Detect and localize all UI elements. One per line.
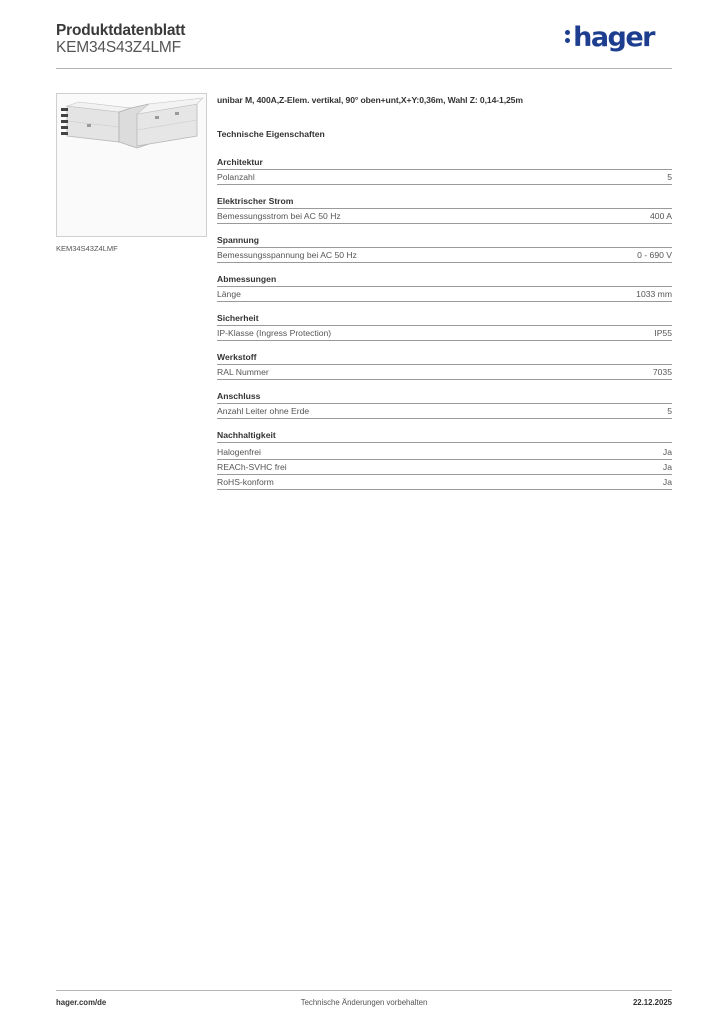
property-row (217, 445, 672, 460)
property-group (217, 156, 672, 185)
property-value: 1033 mm (636, 289, 672, 299)
group-title: Abmessungen (217, 273, 672, 287)
property-row (217, 209, 672, 224)
property-group (217, 312, 672, 341)
product-code: KEM34S43Z4LMF (56, 39, 181, 56)
property-row (217, 326, 672, 341)
product-description: unibar M, 400A,Z-Elem. vertikal, 90° oben+unt,X+Y:0,36m, Wahl Z: 0,14-1,25m (217, 95, 523, 105)
property-label: RoHS-konform (217, 477, 274, 487)
property-label: Länge (217, 289, 241, 299)
footer-date: 22.12.2025 (632, 998, 672, 1007)
section-heading: Technische Eigenschaften (217, 129, 325, 139)
property-label: Anzahl Leiter ohne Erde (217, 406, 310, 416)
logo-dots-icon (565, 27, 571, 46)
property-group (217, 351, 672, 380)
property-value: Ja (662, 447, 672, 457)
property-value: 7035 (652, 367, 672, 377)
property-label: Polanzahl (217, 172, 255, 182)
property-value: 5 (667, 406, 672, 416)
property-groups (217, 156, 672, 490)
property-value: IP55 (654, 328, 672, 338)
property-label: Bemessungsspannung bei AC 50 Hz (217, 250, 357, 260)
footer-website: hager.com/de (56, 998, 107, 1007)
property-label: Halogenfrei (217, 447, 261, 457)
busbar-element-illustration (57, 94, 206, 236)
property-group (217, 234, 672, 263)
property-label: Bemessungsstrom bei AC 50 Hz (217, 211, 341, 221)
product-image (56, 93, 207, 237)
group-title: Nachhaltigkeit (217, 429, 672, 443)
property-row (217, 170, 672, 185)
document-title: Produktdatenblatt (56, 22, 186, 39)
property-row (217, 460, 672, 475)
footer-note: Technische Änderungen vorbehalten (300, 998, 428, 1007)
image-caption: KEM34S43Z4LMF (56, 244, 118, 253)
group-title: Architektur (217, 156, 672, 170)
group-title: Anschluss (217, 390, 672, 404)
header-divider (56, 68, 672, 69)
property-value: 400 A (650, 211, 672, 221)
property-group (217, 390, 672, 419)
property-value: 5 (667, 172, 672, 182)
property-value: Ja (662, 477, 672, 487)
property-group (217, 195, 672, 224)
logo-text: hager (573, 22, 654, 53)
hager-logo (565, 22, 654, 53)
group-title: Werkstoff (217, 351, 672, 365)
product-details (217, 95, 672, 500)
property-row (217, 404, 672, 419)
footer-divider (56, 990, 672, 991)
property-label: REACh-SVHC frei (217, 462, 287, 472)
property-row (217, 475, 672, 490)
property-value: Ja (662, 462, 672, 472)
property-label: IP-Klasse (Ingress Protection) (217, 328, 332, 338)
group-title: Sicherheit (217, 312, 672, 326)
property-value: 0 - 690 V (637, 250, 672, 260)
property-group (217, 429, 672, 490)
property-row (217, 287, 672, 302)
property-group (217, 273, 672, 302)
page-header (56, 22, 672, 70)
property-label: RAL Nummer (217, 367, 269, 377)
group-title: Elektrischer Strom (217, 195, 672, 209)
group-title: Spannung (217, 234, 672, 248)
property-row (217, 248, 672, 263)
property-row (217, 365, 672, 380)
